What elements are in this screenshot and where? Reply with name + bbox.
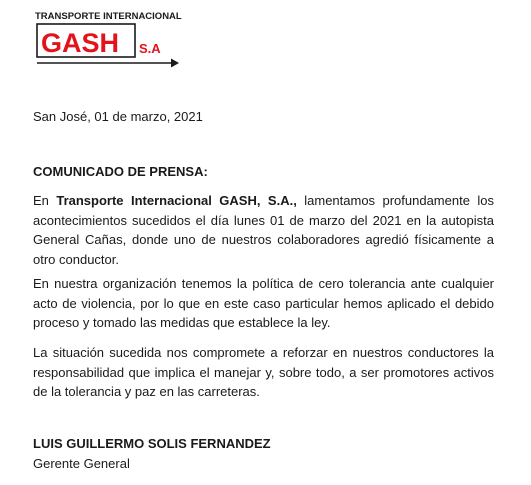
logo-brand-text: GASH (41, 28, 120, 58)
logo-suffix-text: S.A (139, 41, 161, 56)
paragraph-1-prefix: En (33, 193, 57, 208)
paragraph-2: En nuestra organización tenemos la política de cero tolerancia ante cualquier acto de violencia, por lo que en este caso particular hemos aplicado el debido proceso y tomado las medidas que establece la ley. (33, 276, 494, 330)
gash-logo-graphic (33, 8, 183, 70)
logo-top-text: TRANSPORTE INTERNACIONAL (35, 11, 182, 22)
company-name: Transporte Internacional GASH, S.A., (56, 193, 297, 208)
logo-arrow-head-icon (171, 59, 179, 68)
paragraph-3: La situación sucedida nos compromete a reforzar en nuestros conductores la responsabilidad que implica el manejar y, sobre todo, a ser promotores activos de la tolerancia y paz en las carreteras. (33, 345, 494, 399)
signature-name: LUIS GUILLERMO SOLIS FERNANDEZ (33, 436, 271, 451)
paragraph-1 (33, 191, 494, 269)
company-logo (33, 8, 183, 70)
paragraph-1-text: lamentamos profundamente los acontecimientos sucedidos el día lunes 01 de marzo del 2021 en la autopista General Cañas, donde uno de nuestros colaboradores agredió físicamente a otro conductor. (33, 193, 494, 267)
signature-role: Gerente General (33, 456, 130, 471)
document-date: San José, 01 de marzo, 2021 (33, 109, 203, 124)
document-heading: COMUNICADO DE PRENSA: (33, 164, 208, 179)
